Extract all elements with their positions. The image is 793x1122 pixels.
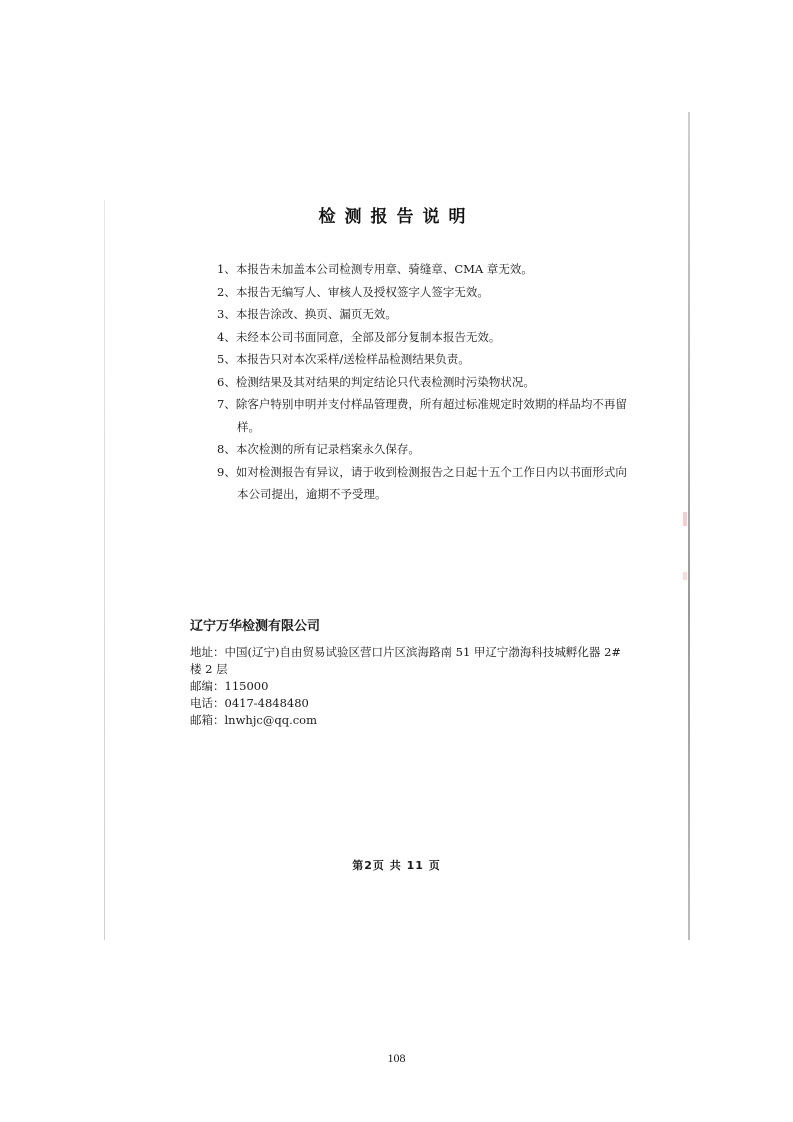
company-phone: 电话：0417-4848480 <box>190 696 309 710</box>
note-item: 1、本报告未加盖本公司检测专用章、骑缝章、CMA 章无效。 <box>217 262 533 276</box>
notes-list <box>217 258 637 506</box>
note-item: 5、本报告只对本次采样/送检样品检测结果负责。 <box>217 352 470 366</box>
note-item: 7、除客户特别申明并支付样品管理费，所有超过标准规定时效期的样品均不再留样。 <box>217 397 627 434</box>
note-item: 6、检测结果及其对结果的判定结论只代表检测时污染物状况。 <box>217 374 535 389</box>
scanned-page <box>104 112 690 940</box>
report-title: 检测报告说明 <box>318 207 475 227</box>
company-email: 邮箱：lnwhjc@qq.com <box>190 713 317 727</box>
note-item: 2、本报告无编写人、审核人及授权签字人签字无效。 <box>217 284 489 299</box>
note-item: 4、未经本公司书面同意，全部及部分复制本报告无效。 <box>217 329 501 344</box>
page-number: 108 <box>387 1051 406 1065</box>
note-item: 8、本次检测的所有记录档案永久保存。 <box>217 442 420 456</box>
scan-edge-left <box>104 200 105 940</box>
company-address: 地址：中国(辽宁)自由贸易试验区营口片区滨海路南 51 甲辽宁渤海科技城孵化器 2#楼 2 层 <box>190 645 622 676</box>
company-postcode: 邮编：115000 <box>190 679 269 693</box>
scan-edge-right <box>688 112 690 940</box>
note-item: 9、如对检测报告有异议，请于收到检测报告之日起十五个工作日内以书面形式向本公司提出，逾期不予受理。 <box>217 464 627 501</box>
company-name: 辽宁万华检测有限公司 <box>190 619 321 634</box>
seam-stamp-mark <box>683 572 687 580</box>
company-info <box>190 618 630 729</box>
note-item: 3、本报告涂改、换页、漏页无效。 <box>217 307 397 321</box>
page-count: 第2页 共 11 页 <box>352 859 441 872</box>
seam-stamp-mark <box>683 512 687 526</box>
